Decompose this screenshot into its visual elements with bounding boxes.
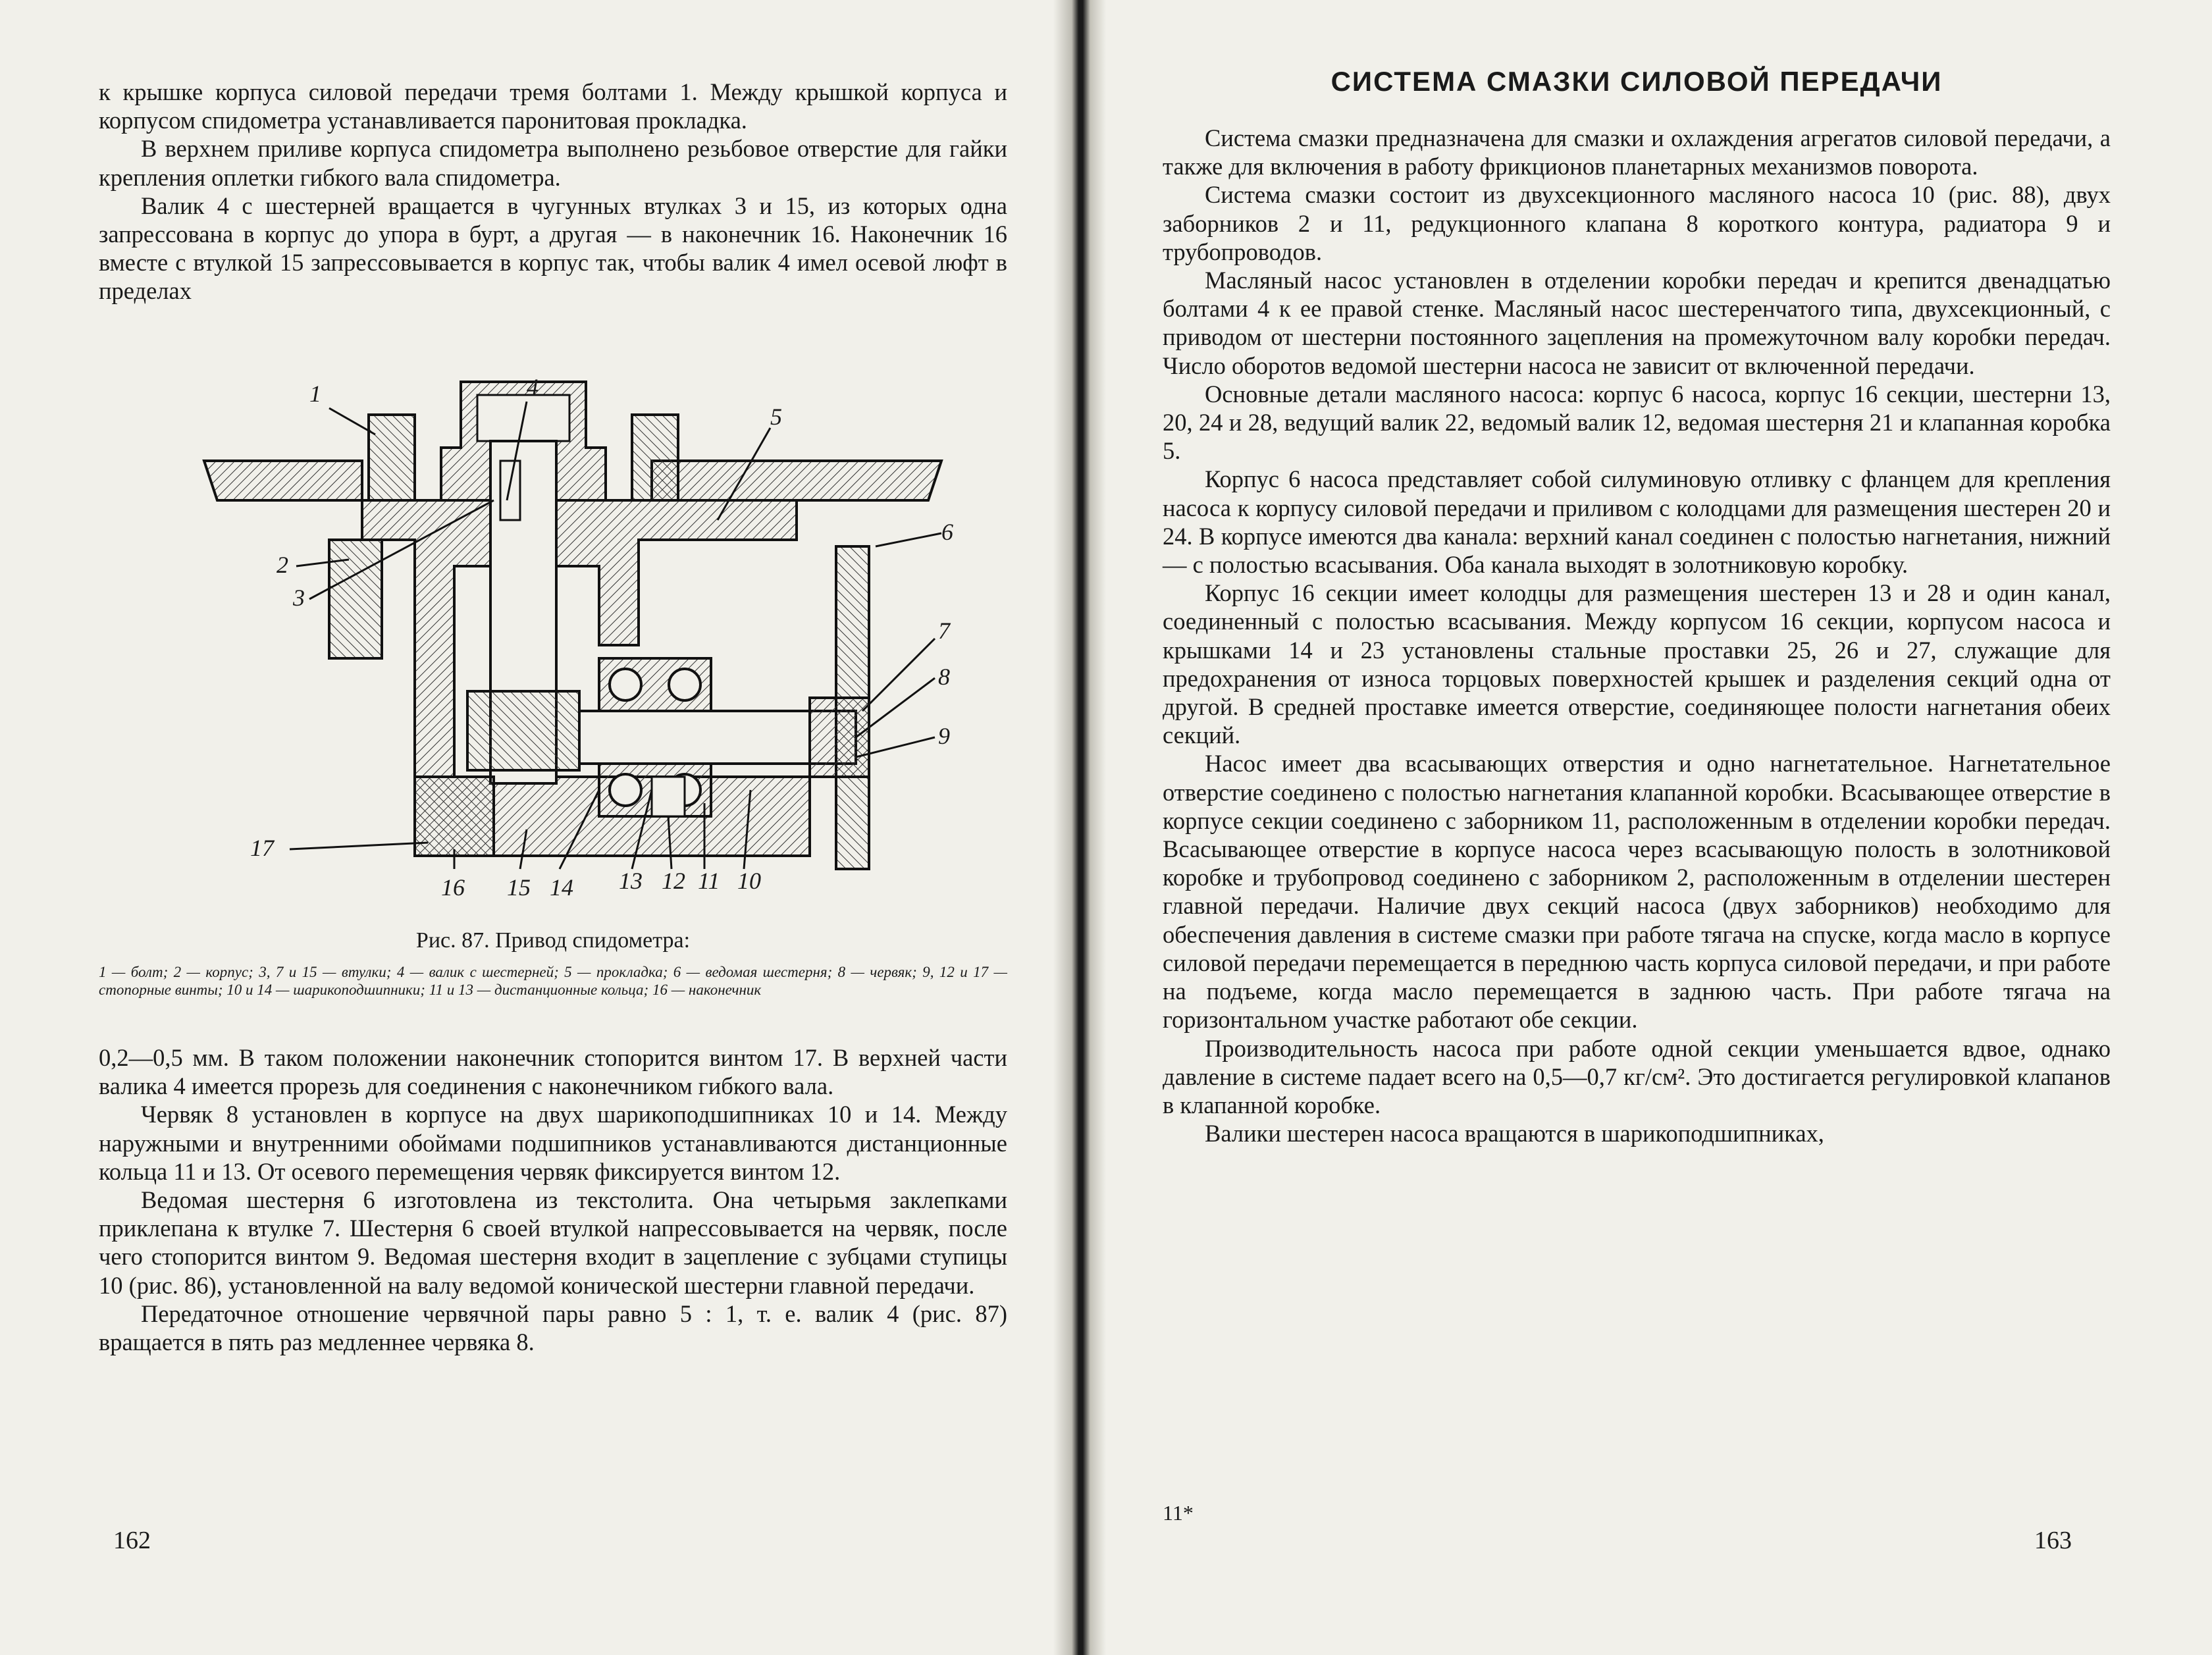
right-paragraph-4: Основные детали масляного насоса: корпус 6 насоса, корпус 16 секции, шестерни 13, 20, 24 и 28, ведущий валик 22, ведомый валик 12, ведомая шестерня 21 и клапанная коробка 5. [1163, 380, 2111, 465]
fig-label-16: 16 [441, 874, 465, 901]
section-heading: СИСТЕМА СМАЗКИ СИЛОВОЙ ПЕРЕДАЧИ [1330, 66, 1943, 97]
fig-label-11: 11 [698, 868, 720, 894]
page-number-left: 162 [113, 1527, 151, 1554]
left-paragraph-2: В верхнем приливе корпуса спидометра выполнено резьбовое отверстие для гайки крепления оплетки гибкого вала спидометра. [99, 135, 1007, 191]
fig-label-4: 4 [527, 374, 539, 400]
fig-label-3: 3 [293, 585, 305, 611]
left-text-top [99, 78, 1007, 305]
fig-label-14: 14 [550, 874, 573, 901]
right-paragraph-6: Корпус 16 секции имеет колодцы для размещения шестерен 13 и 28 и один канал, соединенный с полостью всасывания. Между корпусом 16 секции, корпусом насоса и крышками 14 и 23 установлены стальные проставки 25, 26 и 27, служащие для предохранения от износа торцовых поверхностей крышек и разделения секций одна от другой. В средней проставке имеется отверстие, соединяющее полости нагнетания обеих секций. [1163, 579, 2111, 749]
figure-87-speedometer-drive [178, 369, 955, 915]
right-paragraph-9: Валики шестерен насоса вращаются в шарикоподшипниках, [1205, 1120, 1824, 1147]
right-paragraph-3: Масляный насос установлен в отделении коробки передач и крепится двенадцатью болтами 4 к ее правой стенке. Масляный насос шестеренчатого типа, двухсекционный, с приводом от шестерни постоянного зацепления на промежуточном валу коробки передач. Число оборотов ведомой шестерни насоса не зависит от включенной передачи. [1163, 267, 2111, 379]
signature-mark: 11* [1163, 1501, 1194, 1525]
fig-label-15: 15 [507, 874, 531, 901]
right-paragraph-2: Система смазки состоит из двухсекционного масляного насоса 10 (рис. 88), двух заборников 2 и 11, редукционного клапана 8 короткого контура, радиатора 9 и трубопроводов. [1163, 181, 2111, 265]
right-paragraph-5: Корпус 6 насоса представляет собой силуминовую отливку с фланцем для крепления насоса к корпусу силовой передачи и приливом с колодцами для размещения шестерен 20 и 24. В корпусе имеются два канала: верхний канал соединен с полостью нагнетания, нижний — с полостью всасывания. Оба канала выходят в золотниковую коробку. [1163, 465, 2111, 579]
fig-label-17: 17 [250, 835, 274, 861]
fig-label-5: 5 [770, 404, 782, 430]
fig-label-7: 7 [938, 617, 950, 644]
book-gutter [1053, 0, 1106, 1655]
fig-label-9: 9 [938, 723, 950, 749]
right-paragraph-7: Насос имеет два всасывающих отверстия и одно нагнетательное. Нагнетательное отверстие соединено с полостью нагнетания клапанной коробки. Всасывающее отверстие в корпусе секции соединено с заборником 11, расположенным в отделении коробки передач. Всасывающее отверстие в корпусе насоса через всасывающую полость в золотниковой коробке и трубопровод соединено с заборником 2, расположенным в отделении шестерен главной передачи. Наличие двух секций насоса (двух заборников) необходимо для обеспечения давления в системе смазки при работе тягача на спуске, когда масло в корпусе силовой передачи перемещается в переднюю часть корпуса силовой передачи, и при работе на подъеме, когда масло перемещается в заднюю часть. При работе тягача на горизонтальном участке работают обе секции. [1163, 750, 2111, 1034]
left-paragraph-7: Передаточное отношение червячной пары равно 5 : 1, т. е. валик 4 (рис. 87) вращается в пять раз медленнее червяка 8. [99, 1300, 1007, 1356]
fig-label-6: 6 [941, 519, 953, 545]
page-number-right: 163 [2034, 1527, 2072, 1554]
left-paragraph-3: Валик 4 с шестерней вращается в чугунных втулках 3 и 15, из которых одна запрессована в корпус до упора в бурт, а другая — в наконечник 16. Наконечник 16 вместе с втулкой 15 запрессовывается в корпус так, чтобы валик 4 имел осевой люфт в пределах [99, 192, 1007, 305]
fig-label-8: 8 [938, 664, 950, 690]
right-paragraph-8: Производительность насоса при работе одной секции уменьшается вдвое, однако давление в системе падает всего на 0,5—0,7 кг/см². Это достигается регулировкой клапанов в клапанной коробке. [1163, 1034, 2111, 1118]
right-paragraph-1: Система смазки предназначена для смазки и охлаждения агрегатов силовой передачи, а также для включения в работу фрикционов планетарных механизмов поворота. [1163, 124, 2111, 180]
left-paragraph-5: Червяк 8 установлен в корпусе на двух шарикоподшипниках 10 и 14. Между наружными и внутренними обоймами подшипников устанавливаются дистанционные кольца 11 и 13. От осевого перемещения червяк фиксируется винтом 12. [99, 1101, 1007, 1185]
fig-label-13: 13 [619, 868, 643, 894]
right-page [1086, 0, 2212, 1655]
left-paragraph-4: 0,2—0,5 мм. В таком положении наконечник стопорится винтом 17. В верхней части валика 4 имеется прорезь для соединения с наконечником гибкого вала. [99, 1044, 1007, 1100]
left-text-bottom [99, 1043, 1007, 1356]
figure-caption-legend: 1 — болт; 2 — корпус; 3, 7 и 15 — втулки; 4 — валик с шестерней; 5 — прокладка; 6 — ведомая шестерня; 8 — червяк; 9, 12 и 17 — стопорные винты; 10 и 14 — шарикоподшипники; 11 и 13 — дистанционные кольца; 16 — наконечник [99, 964, 1007, 998]
fig-label-1: 1 [309, 381, 321, 407]
left-paragraph-1: к крышке корпуса силовой передачи тремя болтами 1. Между крышкой корпуса и корпусом спидометра устанавливается паронитовая прокладка. [99, 78, 1007, 134]
left-paragraph-6: Ведомая шестерня 6 изготовлена из текстолита. Она четырьмя заклепками приклепана к втулке 7. Шестерня 6 своей втулкой напрессовывается на червяк, после чего стопорится винтом 9. Ведомая шестерня входит в зацепление с зубцами ступицы 10 (рис. 86), установленной на валу ведомой конической шестерни главной передачи. [99, 1186, 1007, 1299]
right-text [1163, 124, 2111, 1147]
fig-label-12: 12 [662, 868, 685, 894]
left-page [0, 0, 1074, 1655]
fig-label-10: 10 [737, 868, 761, 894]
fig-label-2: 2 [276, 552, 288, 578]
figure-caption-title: Рис. 87. Привод спидометра: [415, 928, 691, 953]
